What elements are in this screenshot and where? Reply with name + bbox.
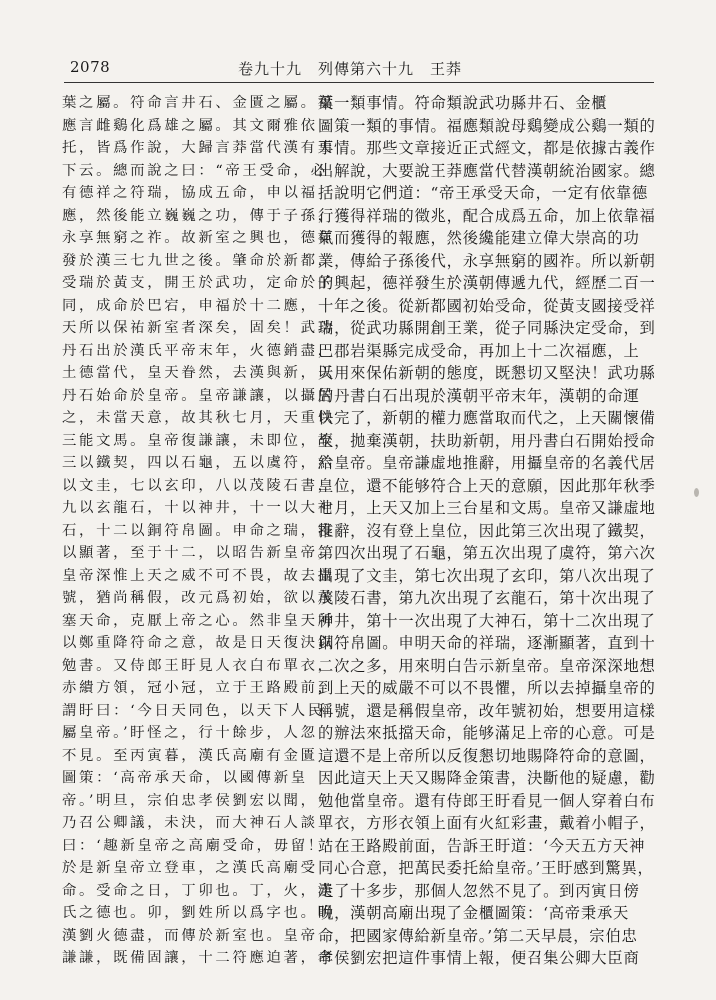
text-line: 命，把國家傳給新皇帝。’第二天早晨，宗伯忠 [318, 926, 638, 945]
text-line: 氣而獲得的報應，然後纔能建立偉大崇高的功 [318, 229, 640, 247]
text-line: 九以玄龍石，十以神井，十一以大神 [62, 500, 335, 516]
text-line: 出現了文圭，第七次出現了玄印，第八次出現了 [318, 566, 656, 585]
text-line: 丹石出於漢氏平帝末年，火德銷盡， [62, 342, 335, 359]
running-head: 卷九十九 列傳第六十九 王莽 [238, 60, 463, 78]
text-line: 丹石始命於皇帝。皇帝謙讓，以攝居 [62, 387, 335, 404]
text-line: 七月，上天又加上三台星和文馬。皇帝又謙虛地 [318, 499, 656, 517]
text-line: 謂盱曰：‘今日天同色，以天下人民 [62, 702, 325, 719]
right-column-translation-text [318, 92, 658, 970]
text-line: 給皇帝。皇帝謙虛地推辭，用攝皇帝的名義代居 [318, 454, 656, 472]
text-line: 同心合意，把萬民委托給皇帝。’王盱感到驚異， [318, 859, 654, 877]
text-line: 三以鐵契，四以石龜，五以虞符，六 [62, 455, 335, 471]
text-line: 的辦法來抵擋天命，能够滿足上帝的心意。可是 [318, 724, 656, 742]
text-line: 命。受命之日，丁卯也。丁，火，漢 [62, 882, 335, 899]
text-line: 石，十二以銅符帛圖。申命之瑞，寖 [62, 522, 335, 539]
text-line: 以顯著，至于十二，以昭告新皇帝。 [62, 545, 335, 561]
text-line: 曰：‘趣新皇帝之高廟受命，毋留！’ [62, 837, 333, 854]
text-line: 稱號，還是稱假皇帝，改年號初始，想要用這樣 [318, 701, 656, 720]
text-line: 土德當代，皇天眷然，去漢與新，以 [62, 365, 335, 381]
text-line: 氏之德也。卯，劉姓所以爲字也。明 [62, 905, 335, 921]
text-line: 皇位，還不能够符合上天的意願，因此那年秋季 [318, 476, 656, 495]
text-line: 應，然後能立巍巍之功，傳于子孫， [62, 207, 335, 224]
text-line: 皇帝深惟上天之威不可不畏，故去攝 [62, 567, 335, 584]
text-line: 行獲得祥瑞的徵兆，配合成爲五命，加上依靠福 [318, 206, 656, 225]
text-line: 的興起，德祥發生於漢朝傳遞九代，經歷二百一 [318, 274, 656, 292]
text-line: 漢劉火德盡，而傳於新室也。皇帝 [62, 927, 318, 944]
text-line: 二次之多，用來明白告示新皇帝。皇帝深深地想 [318, 656, 656, 675]
text-line: 業，傳給子孫後代，永享無窮的國祚。所以新朝 [318, 251, 656, 270]
text-line: 不見。至丙寅暮，漢氏高廟有金匱 [62, 747, 318, 764]
text-line: 推辭，沒有登上皇位，因此第三次出現了鐵契， [318, 521, 656, 540]
text-line: 赤繢方領，冠小冠，立于王路殿前， [62, 680, 335, 696]
text-line: 以鄭重降符命之意，故是日天復決以 [62, 635, 335, 651]
text-line: 以文圭，七以玄印，八以茂陵石書， [62, 477, 335, 494]
text-line: 天所以保祐新室者深矣，固矣！武功 [62, 320, 335, 336]
text-line: 圖策：‘高帝承天命，以國傳新皇 [62, 770, 308, 786]
text-line: 勉他當皇帝。還有侍郎王盱看見一個人穿着白布 [318, 791, 656, 810]
text-line: 神井，第十一次出現了大神石，第十二次出現了 [318, 611, 656, 630]
text-line: 同，成命於巴宕，申福於十二應， [62, 297, 318, 314]
text-line: 茂陵石書，第九次出現了玄龍石，第十次出現了 [318, 589, 656, 607]
text-line: 下云。總而說之曰：“帝王受命，必 [62, 162, 328, 179]
text-line: 出解說，大要說王莽應當代替漢朝統治國家。總 [318, 161, 656, 180]
text-line: 事情。那些文章接近正式經文，都是依據古義作 [318, 139, 656, 157]
text-line: 瑞，從武功縣開創王業，從子同縣決定受命，到 [318, 319, 656, 337]
text-line: 括說明它們道：“帝王承受天命，一定有依靠德 [318, 184, 649, 202]
text-line: 於是新皇帝立登車，之漢氏高廟受 [62, 860, 318, 876]
text-line: 站在王路殿前面，告訴王盱道：‘今天五方天神 [318, 836, 646, 855]
text-line: 有德祥之符瑞，協成五命，申以福 [62, 185, 318, 201]
text-line: 葉一類事情。符命類說武功縣井石、金櫃 [318, 94, 608, 112]
text-line: 快完了，新朝的權力應當取而代之，上天關懷備 [318, 409, 656, 427]
text-line: 至，拋棄漢朝，扶助新朝，用丹書白石開始授命 [318, 431, 656, 450]
text-line: 十年之後。從新都國初始受命，從黃支國接受祥 [318, 296, 656, 315]
text-line: 發於漢三七九世之後。肇命於新都， [62, 252, 335, 269]
text-line: 銅符帛圖。申明天命的祥瑞，逐漸顯著，直到十 [318, 634, 656, 652]
header-rule [64, 82, 654, 83]
text-line: 葉之屬。符命言井石、金匱之屬。福 [62, 95, 335, 111]
text-line: 應言雌鷄化爲雄之屬。其文爾雅依 [62, 117, 318, 134]
text-line: 第四次出現了石龜，第五次出現了虞符，第六次 [318, 544, 656, 562]
text-line: 的丹書白石出現於漢朝平帝末年，漢朝的命運 [318, 386, 640, 405]
text-line: 單衣，方形衣領上面有火紅彩畫，戴着小帽子， [318, 814, 656, 832]
text-line: 之，未當天意，故其秋七月，天重以 [62, 410, 335, 426]
scan-speck [694, 488, 699, 497]
text-line: 晚，漢朝高廟出現了金櫃圖策：‘高帝秉承天 [318, 904, 630, 922]
text-line: 天用來保佑新朝的態度，既懇切又堅決！武功縣 [318, 364, 656, 382]
text-line: 這還不是上帝所以反復懇切地賜降符命的意圖， [318, 746, 656, 765]
text-line: 永享無窮之祚。故新室之興也，德祥 [62, 230, 335, 246]
text-line: 受瑞於黃支，開王於武功，定命於子 [62, 275, 335, 291]
text-line: 孝侯劉宏把這件事情上報，便召集公卿大臣商 [318, 949, 640, 967]
text-line: 托，皆爲作說，大歸言莽當代漢有天 [62, 140, 335, 156]
text-line: 塞天命，克厭上帝之心。然非皇天所 [62, 612, 335, 629]
text-line: 因此這天上天又賜降金策書，決斷他的疑慮，勸 [318, 769, 656, 787]
text-line: 圖策一類的事情。福應類說母鷄變成公鷄一類的 [318, 116, 656, 135]
text-line: 三能文馬。皇帝復謙讓，未即位，故 [62, 432, 335, 449]
text-line: 號，猶尚稱假，改元爲初始，欲以承 [62, 590, 335, 606]
text-line: 乃召公卿議，未決，而大神石人談 [62, 815, 318, 831]
text-line: 勉書。又侍郎王盱見人衣白布單衣， [62, 657, 335, 674]
text-line: 巴郡岩渠縣完成受命，再加上十二次福應，上 [318, 341, 640, 360]
text-line: 謙謙，既備固讓，十二符應迫著，命 [62, 950, 335, 966]
text-line: 走了十多步，那個人忽然不見了。到丙寅日傍 [318, 881, 640, 900]
text-line: 到上天的威嚴不可以不畏懼，所以去掉攝皇帝的 [318, 679, 656, 697]
page-number: 2078 [70, 58, 111, 76]
text-line: 帝。’明旦，宗伯忠孝侯劉宏以聞， [62, 792, 318, 809]
left-column-classical-text [62, 92, 335, 970]
text-line: 屬皇帝。’盱怪之，行十餘步，人忽 [62, 725, 318, 741]
